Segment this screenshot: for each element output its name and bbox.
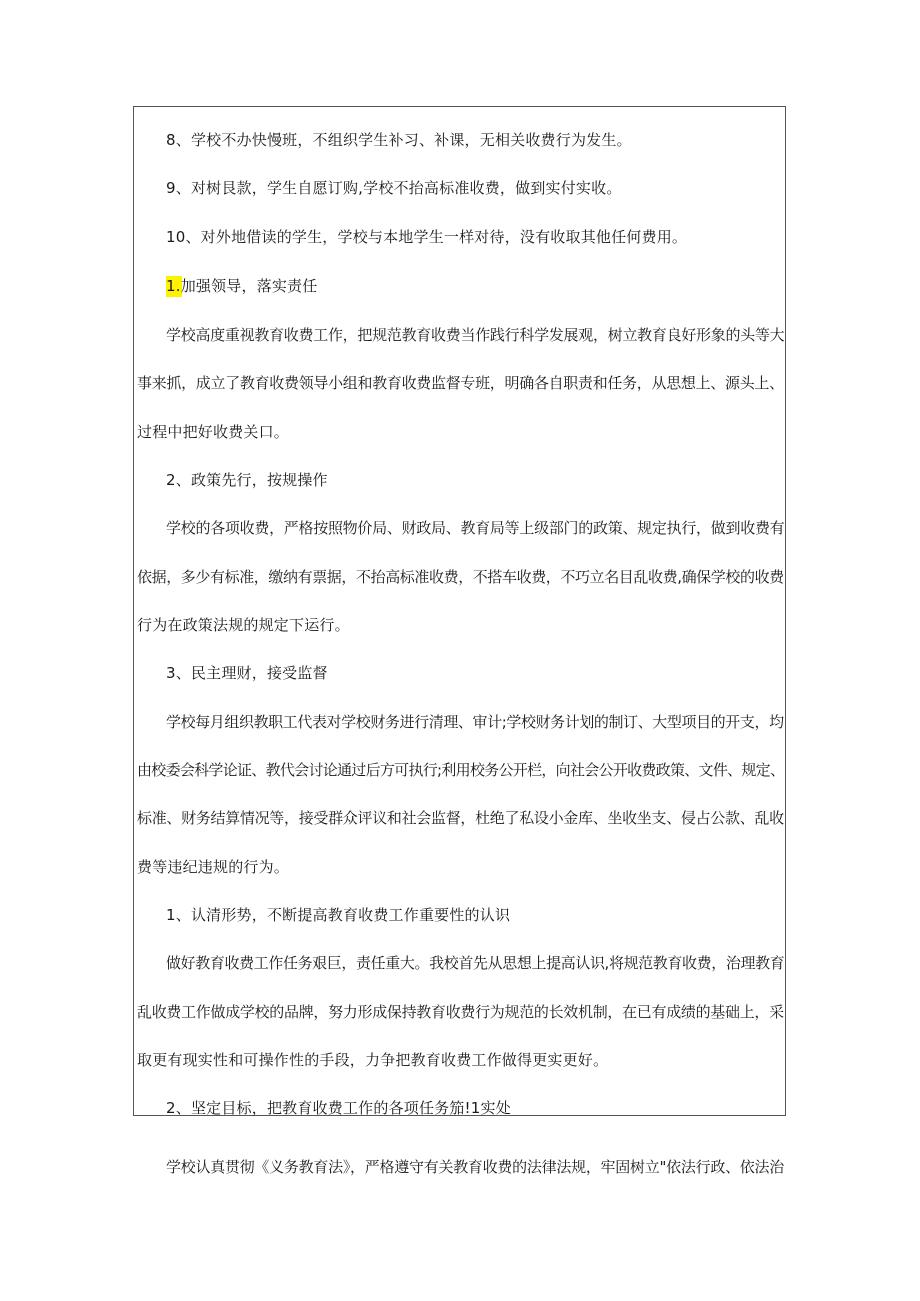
paragraph-line: 标准、财务结算情况等，接受群众评议和社会监督，杜绝了私设小金库、坐收坐支、侵占公款、乱收 xyxy=(137,809,784,827)
section-heading: 1、认清形势，不断提高教育收费工作重要性的认识 xyxy=(166,906,511,924)
paragraph-line: 做好教育收费工作任务艰巨，责任重大。我校首先从思想上提高认识,将规范教育收费，治理教育 xyxy=(166,954,785,972)
paragraph-line: 学校认真贯彻《义务教育法》，严格遵守有关教育收费的法律法规，牢固树立"依法行政、依法治 xyxy=(166,1158,785,1176)
paragraph-line: 学校高度重视教育收费工作，把规范教育收费当作践行科学发展观，树立教育良好形象的头等大 xyxy=(166,326,785,344)
paragraph-line: 行为在政策法规的规定下运行。 xyxy=(137,616,350,634)
paragraph-line: 费等违纪违规的行为。 xyxy=(137,858,290,876)
section-heading: 2、坚定目标，把教育收费工作的各项任务笳!1实处 xyxy=(166,1099,511,1117)
paragraph-line: 乱收费工作做成学校的品牌，努力形成保持教育收费行为规范的长效机制，在已有成绩的基础上，采 xyxy=(137,1003,784,1021)
paragraph-line: 过程中把好收费关口。 xyxy=(137,423,290,441)
section-heading: 3、民主理财，接受监督 xyxy=(166,664,328,682)
paragraph-line: 依据，多少有标准，缴纳有票据，不抬高标准收费，不搭车收费，不巧立名目乱收费,确保学校的收费 xyxy=(137,568,784,586)
section-heading: 2、政策先行，按规操作 xyxy=(166,471,328,489)
paragraph-line: 学校每月组织教职工代表对学校财务进行清理、审计;学校财务计划的制订、大型项目的开支，均 xyxy=(166,713,784,731)
paragraph-line: 取更有现实性和可操作性的手段，力争把教育收费工作做得更实更好。 xyxy=(137,1051,609,1069)
text-line: 9、对树艮款，学生自愿订购,学校不抬高标准收费，做到实付实收。 xyxy=(166,179,622,197)
paragraph-line: 学校的各项收费，严格按照物价局、财政局、教育局等上级部门的政策、规定执行，做到收费有 xyxy=(166,519,785,537)
section-heading: 1.加强领导，落实责任 xyxy=(166,277,318,295)
text-line: 8、学校不办快慢班，不组织学生补习、补课，无相关收费行为发生。 xyxy=(166,131,632,149)
paragraph-line: 由校委会科学论证、教代会讨论通过后方可执行;利用校务公开栏，向社会公开收费政策、文件、规定、 xyxy=(137,761,785,779)
paragraph-line: 事来抓，成立了教育收费领导小组和教育收费监督专班，明确各自职责和任务，从思想上、源头上、 xyxy=(137,374,784,392)
text-line: 10、对外地借读的学生，学校与本地学生一样对待，没有收取其他任何费用。 xyxy=(166,228,688,246)
